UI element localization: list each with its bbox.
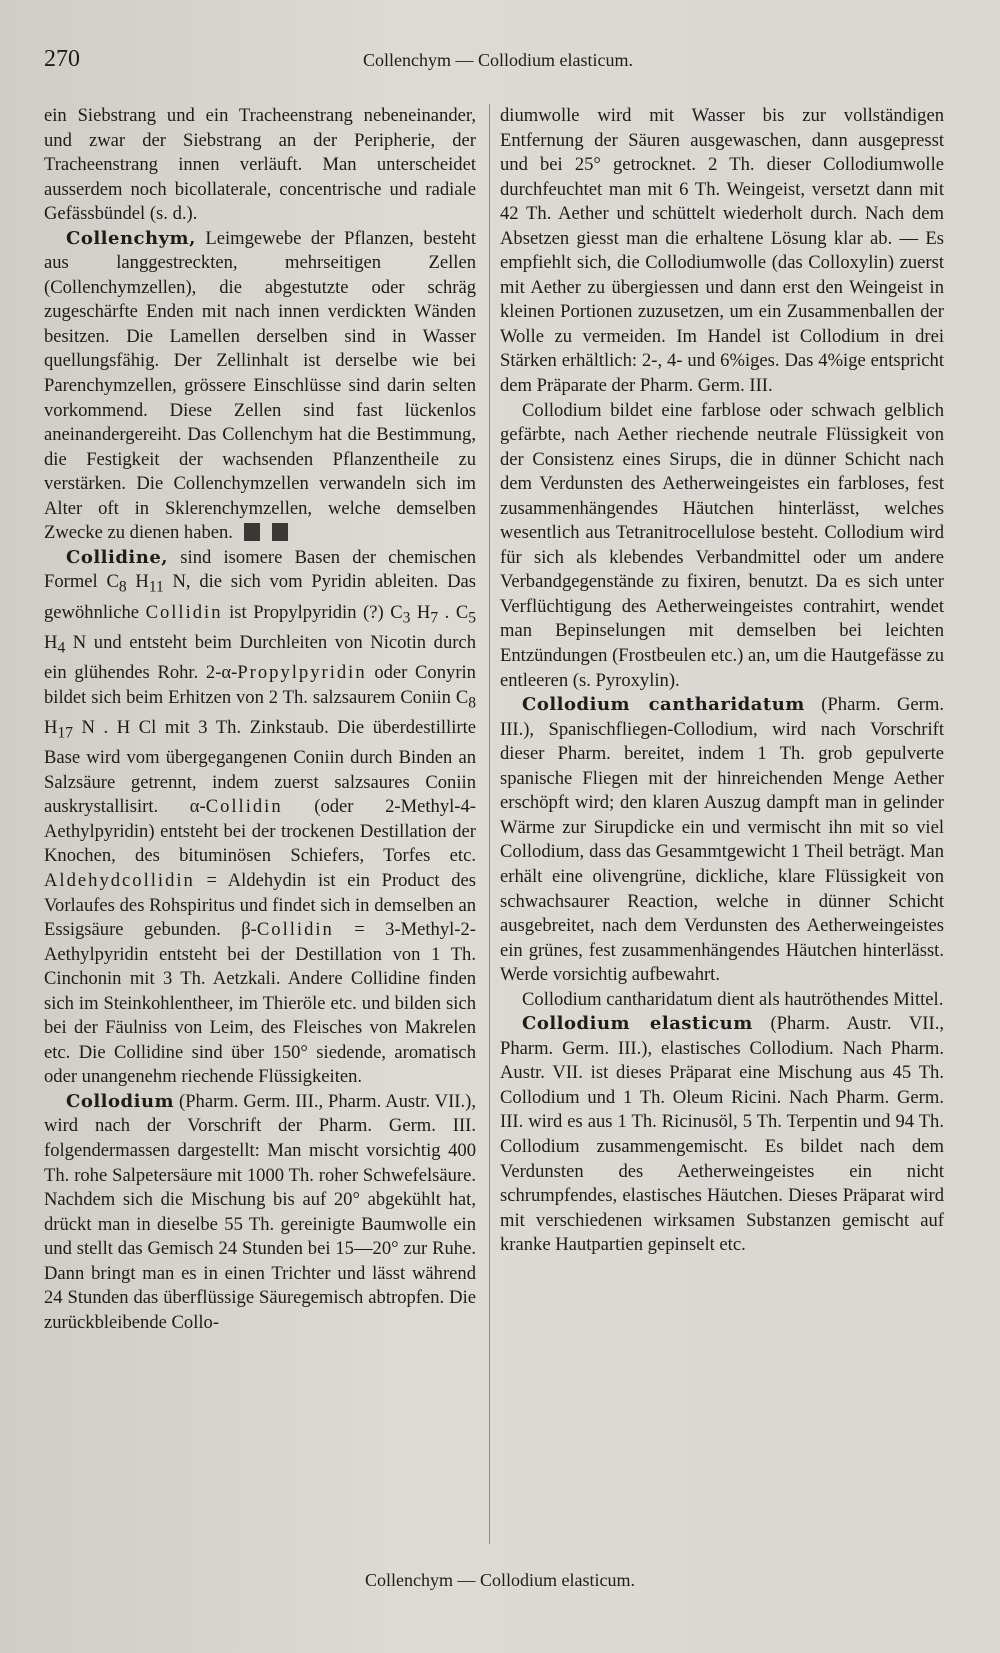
page-number: 270 — [44, 46, 80, 72]
entry-text: ist Propylpyridin (?) C — [222, 601, 403, 623]
formula-subscript: 17 — [57, 724, 73, 742]
page-footer: Collenchym — Collodium elasticum. — [365, 1570, 635, 1590]
running-title: Collenchym — Collodium elasticum. — [363, 50, 633, 70]
entry-text: = 3-Methyl-2-Aethylpyridin entsteht bei der Destillation von 1 Th. Cinchonin mit 3 Th. Aetzkali. Andere Collidine finden sich im Steinkohlentheer, im Thieröle etc. und bilden sich bei der Fäulniss von Leim, des Fleisches von Makrelen etc. Die Collidine sind über 150° siedende, aromatisch oder unangenehm riechende Flüssigkeiten. — [44, 919, 476, 1088]
spaced-term: Collidin — [145, 601, 223, 623]
entry-heading-collodium: Collodium — [66, 1090, 175, 1112]
entry-collenchym — [44, 227, 476, 546]
entry-text: H — [126, 571, 149, 593]
entry-body-collenchym: Leimgewebe der Pflanzen, besteht aus langgestreckten, mehrseitigen Zellen (Collenchymzellen), die abgestutzte oder schräg zugeschärfte Enden mit nach innen verdickten Wänden besitzen. Die Lamellen derselben sind in Wasser quellungsfähig. Der Zellinhalt ist derselbe wie bei Parenchymzellen, grössere Einschlüsse sind darin selten vorkommend. Diese Zellen sind fast lückenlos aneinandergereiht. Das Collenchym hat die Bestimmung, die Festigkeit der wachsenden Pflanzentheile zu verstärken. Die Collenchymzellen verwandeln sich im Alter oft in Sklerenchymzellen, welche demselben Zwecke zu dienen haben. — [44, 227, 476, 544]
entry-collodium — [44, 1090, 476, 1335]
entry-text: H — [44, 717, 58, 738]
entry-collodium-elasticum — [500, 1012, 944, 1257]
spaced-term: Collidin — [256, 919, 334, 941]
spaced-term: Collidin — [205, 796, 283, 818]
entry-heading-collenchym: Collenchym, — [66, 227, 196, 249]
formula-subscript: 3 — [402, 609, 411, 627]
entry-text: sind isomere Basen der chemischen Formel C — [44, 546, 476, 593]
formula-subscript: 4 — [57, 639, 66, 657]
spaced-term: Propylpyridin — [237, 662, 367, 684]
entry-text: N, die sich vom Pyridin ableiten. Das gewöhnliche — [44, 571, 477, 623]
entry-heading-collidine: Collidine, — [66, 546, 169, 568]
entry-text: N und entsteht beim Durchleiten von Nicotin durch ein glühendes Rohr. 2-α- — [44, 631, 476, 684]
entry-text: = Aldehydin ist ein Product des Vorlaufes des Rohspiritus und findet sich in demselben an Essigsäure gebunden. β- — [44, 870, 476, 941]
formula-subscript: 7 — [430, 609, 439, 627]
cantharidatum-use-paragraph: Collodium cantharidatum dient als hautröthendes Mittel. — [522, 988, 944, 1010]
entry-body-collodium: (Pharm. Germ. III., Pharm. Austr. VII.), wird nach der Vorschrift der Pharm. Germ. III. folgendermassen dargestellt: Man mischt vorsichtig 400 Th. rohe Salpetersäure mit 1000 Th. roher Schwefelsäure. Nachdem sich die Mischung bis auf 20° abgekühlt hat, drückt man in dieselbe 55 Th. gereinigte Baumwolle ein und stellt das Gemisch 24 Stunden bei 15—20° zur Ruhe. Dann bringt man es in einen Trichter und lässt während 24 Stunden das überflüssige Säuregemisch abtropfen. Die zurückbleibende Collo- — [44, 1090, 476, 1333]
right-paragraph-continuation: diumwolle wird mit Wasser bis zur vollständigen Entfernung der Säuren ausgewaschen, dann ausgepresst und bei 25° getrocknet. 2 Th. dieser Collodiumwolle durchfeuchtet man mit 6 Th. Weingeist, versetzt dann mit 42 Th. Aether und schüttelt wiederholt durch. Nach dem Absetzen giesst man die erhaltene Lösung klar ab. — Es empfiehlt sich, die Collodiumwolle (das Colloxylin) zuerst mit Aether zu übergiessen und dann erst den Weingeist in kleinen Portionen zuzusetzen, um ein Zusammenballen der Wolle zu vermeiden. Im Handel ist Collodium in drei Stärken erhältlich: 2-, 4- und 6%iges. Das 4%ige entspricht dem Präparate der Pharm. Germ. III. — [500, 105, 944, 397]
page-header — [38, 46, 958, 86]
entry-body-collodium-cantharidatum: (Pharm. Germ. III.), Spanischfliegen-Collodium, wird nach Vorschrift dieser Pharm. bereitet, indem 1 Th. grob gepulverte spanische Fliegen mit der hinreichenden Menge Aether erschöpft wird; den klaren Auszug dampft man in gelinder Wärme zur Sirupdicke ein und vermischt ihn mit so viel Collodium, dass das Gesammtgewicht 1 Theil beträgt. Man erhält eine olivengrüne, dickliche, klare Flüssigkeit von schwachsaurer Reaction, welche in dünner Schicht ausgebreitet, nach dem Verdunsten des Aetherweingeistes ein grünes, fest zusammenhängendes Häutchen hinterlässt. Werde vorsichtig aufbewahrt. — [500, 694, 944, 986]
collodium-properties-paragraph: Collodium bildet eine farblose oder schwach gelblich gefärbte, nach Aether riechende neutrale Flüssigkeit von der Consistenz eines Sirups, die in dünner Schicht nach dem Verdunsten des Aetherweingeistes ein farbloses, fest zusammenhängendes Häutchen hinterlässt, welches wesentlich aus Tetranitrocellulose besteht. Collodium wird für sich als klebendes Verbandmittel oder um andere Verbandgegenstände zu fixiren, benutzt. Da es sich unter Verflüchtigung des Aetherweingeistes contrahirt, wendet man Bepinselungen mit demselben bei leichten Entzündungen (Frostbeulen etc.) an, um die Hautgefässe zu entleeren (s. Pyroxylin). — [500, 399, 944, 691]
entry-heading-collodium-elasticum: Collodium elasticum — [522, 1013, 753, 1035]
entry-collodium-cantharidatum — [500, 693, 944, 988]
entry-text: H — [44, 631, 58, 653]
formula-subscript: 11 — [148, 579, 164, 597]
right-column — [500, 104, 944, 1258]
column-divider — [489, 104, 490, 1544]
entry-collidine — [44, 546, 476, 1090]
entry-text: H — [410, 601, 431, 623]
spaced-term: Aldehydcollidin — [44, 870, 195, 891]
entry-text: . C — [438, 601, 469, 623]
entry-body-collodium-elasticum: (Pharm. Austr. VII., Pharm. Germ. III.), elastisches Collodium. Nach Pharm. Austr. VII. ist dieses Präparat eine Mischung aus 45 Th. Collodium und 1 Th. Oleum Ricini. Nach Pharm. Germ. III. wird es aus 1 Th. Ricinusöl, 5 Th. Terpentin und 94 Th. Collodium zusammengemischt. Es bildet nach dem Verdunsten des Aetherweingeistes ein nicht schrumpfendes, elastisches Häutchen. Dieses Präparat wird mit verschiedenen wirksamen Substanzen gemischt auf kranke Hautpartien gepinselt etc. — [500, 1013, 944, 1256]
formula-subscript: 5 — [468, 609, 476, 627]
entry-heading-collodium-cantharidatum: Collodium cantharidatum — [522, 694, 805, 716]
left-paragraph-continuation: ein Siebstrang und ein Tracheenstrang nebeneinander, und zwar der Siebstrang an der Peripherie, der Tracheenstrang innen verläuft. Man unterscheidet ausserdem noch bicollaterale, concentrische und radiale Gefässbündel (s. d.). — [44, 105, 476, 225]
formula-subscript: 8 — [468, 694, 476, 712]
left-column — [44, 104, 476, 1335]
formula-subscript: 8 — [118, 579, 127, 597]
entry-text: N . H Cl mit 3 Th. Zinkstaub. Die überdestillirte Base wird vom übergegangenen Coniin durch Binden an Salzsäure getrennt, indem zuerst salzsaures Coniin auskrystallisirt. α- — [44, 717, 476, 818]
entry-text: (oder 2-Methyl-4-Aethylpyridin) entsteht bei der trockenen Destillation der Knochen, des bituminösen Schiefers, Torfes etc. — [44, 796, 476, 867]
entry-text: oder Conyrin bildet sich beim Erhitzen von 2 Th. salzsaurem Coniin C — [44, 662, 476, 708]
ornament-glyph — [272, 523, 288, 541]
ornament-glyph — [244, 523, 260, 541]
